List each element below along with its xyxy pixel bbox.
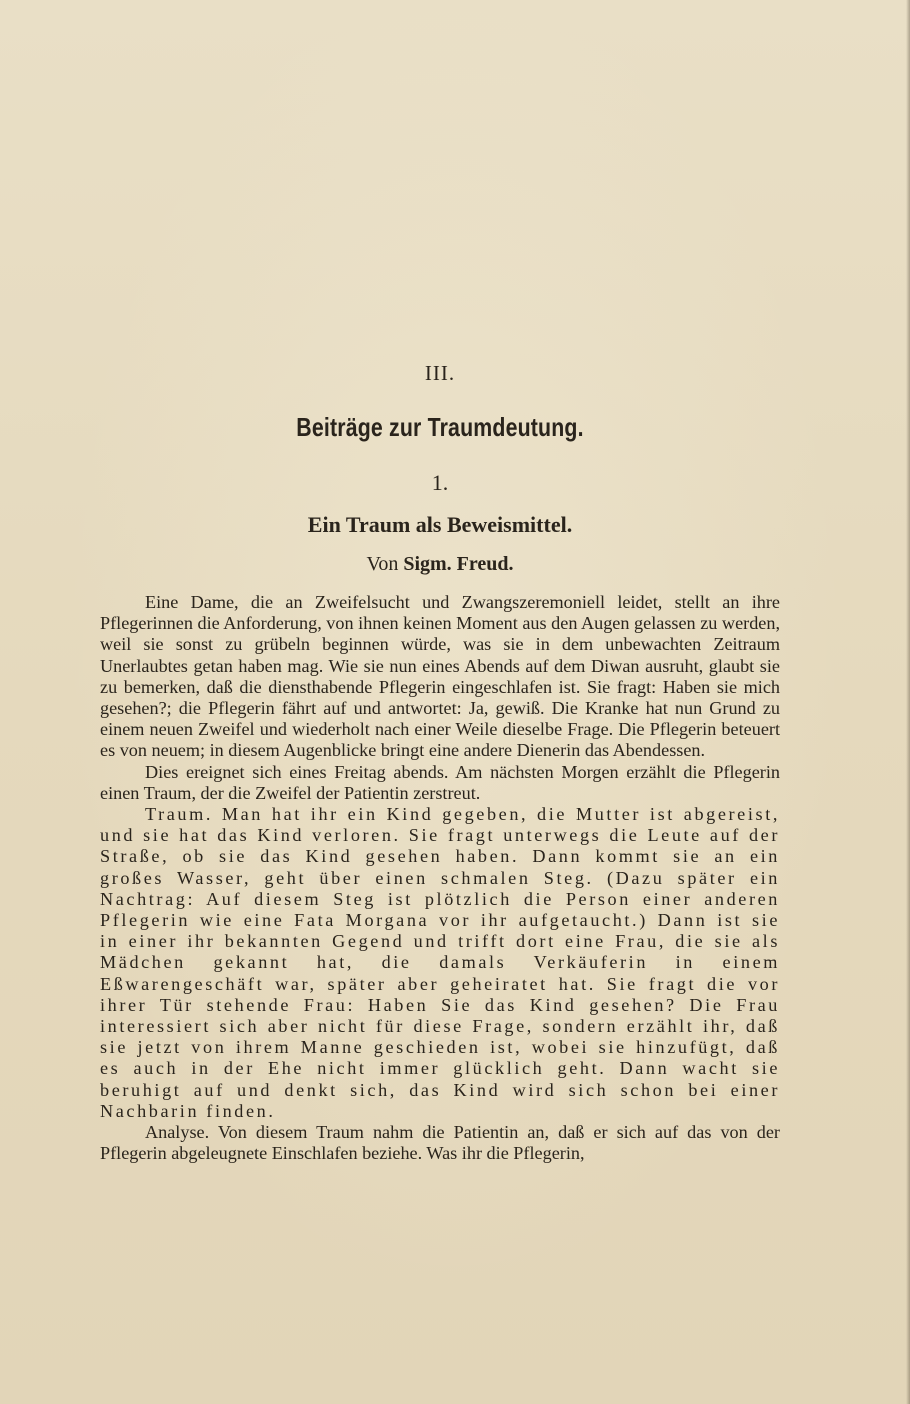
- section-number: 1.: [431, 470, 449, 495]
- paragraph-4-analysis: Analyse. Von diesem Traum nahm die Patientin an, daß er sich auf das von der Pflegerin abgeleugnete Einschlafen beziehe. Was ihr die Pflegerin,: [100, 1122, 780, 1164]
- author-name: Sigm. Freud.: [403, 553, 514, 575]
- paragraph-2: Dies ereignet sich eines Freitag abends. Am nächsten Morgen erzählt die Pflegerin einen Traum, der die Zweifel der Patientin zerstreut.: [100, 761, 780, 803]
- page-edge-shadow: [906, 0, 910, 1404]
- paragraph-1: Eine Dame, die an Zweifelsucht und Zwangszeremoniell leidet, stellt an ihre Pflegerinnen die Anforderung, von ihnen keinen Moment aus den Augen gelassen zu werden, weil sie sonst zu grübeln beginnen würde, was sie in dem unbewachten Zeitraum Unerlaubtes getan haben mag. Wie sie nun eines Abends auf dem Diwan ausruht, glaubt sie zu bemerken, daß die diensthabende Pflegerin eingeschlafen ist. Sie fragt: Haben sie mich gesehen?; die Pflegerin fährt auf und antwortet: Ja, gewiß. Die Kranke hat nun Grund zu einem neuen Zweifel und wiederholt nach einer Weile dieselbe Frage. Die Pflegerin beteuert es von neuem; in diesem Augenblicke bringt eine andere Dienerin das Abendessen.: [100, 592, 780, 761]
- paragraph-3-dream: Traum. Man hat ihr ein Kind gegeben, die Mutter ist abgereist, und sie hat das Kind verloren. Sie fragt unterwegs die Leute auf der Straße, ob sie das Kind gesehen haben. Dann kommt sie an ein großes Wasser, geht über einen schmalen Steg. (Dazu später ein Nachtrag: Auf diesem Steg ist plötzlich die Person einer anderen Pflegerin wie eine Fata Morgana vor ihr aufgetaucht.) Dann ist sie in einer ihr bekannten Gegend und trifft dort eine Frau, die sie als Mädchen gekannt hat, die damals Verkäuferin in einem Eßwarengeschäft war, später aber geheiratet hat. Sie fragt die vor ihrer Tür stehende Frau: Haben Sie das Kind gesehen? Die Frau interessiert sich aber nicht für diese Frage, sondern erzählt ihr, daß sie jetzt von ihrem Manne geschieden ist, wobei sie hinzufügt, daß es auch in der Ehe nicht immer glücklich geht. Dann wacht sie beruhigt auf und denkt sich, das Kind wird sich schon bei einer Nachbarin finden.: [100, 804, 780, 1121]
- page-content: [100, 360, 780, 1164]
- author-line: [100, 550, 780, 578]
- author-prefix: Von: [366, 553, 399, 575]
- chapter-numeral: III.: [424, 361, 456, 385]
- section-title: Ein Traum als Beweismittel.: [307, 512, 573, 537]
- chapter-title: Beiträge zur Traumdeutung.: [296, 412, 584, 442]
